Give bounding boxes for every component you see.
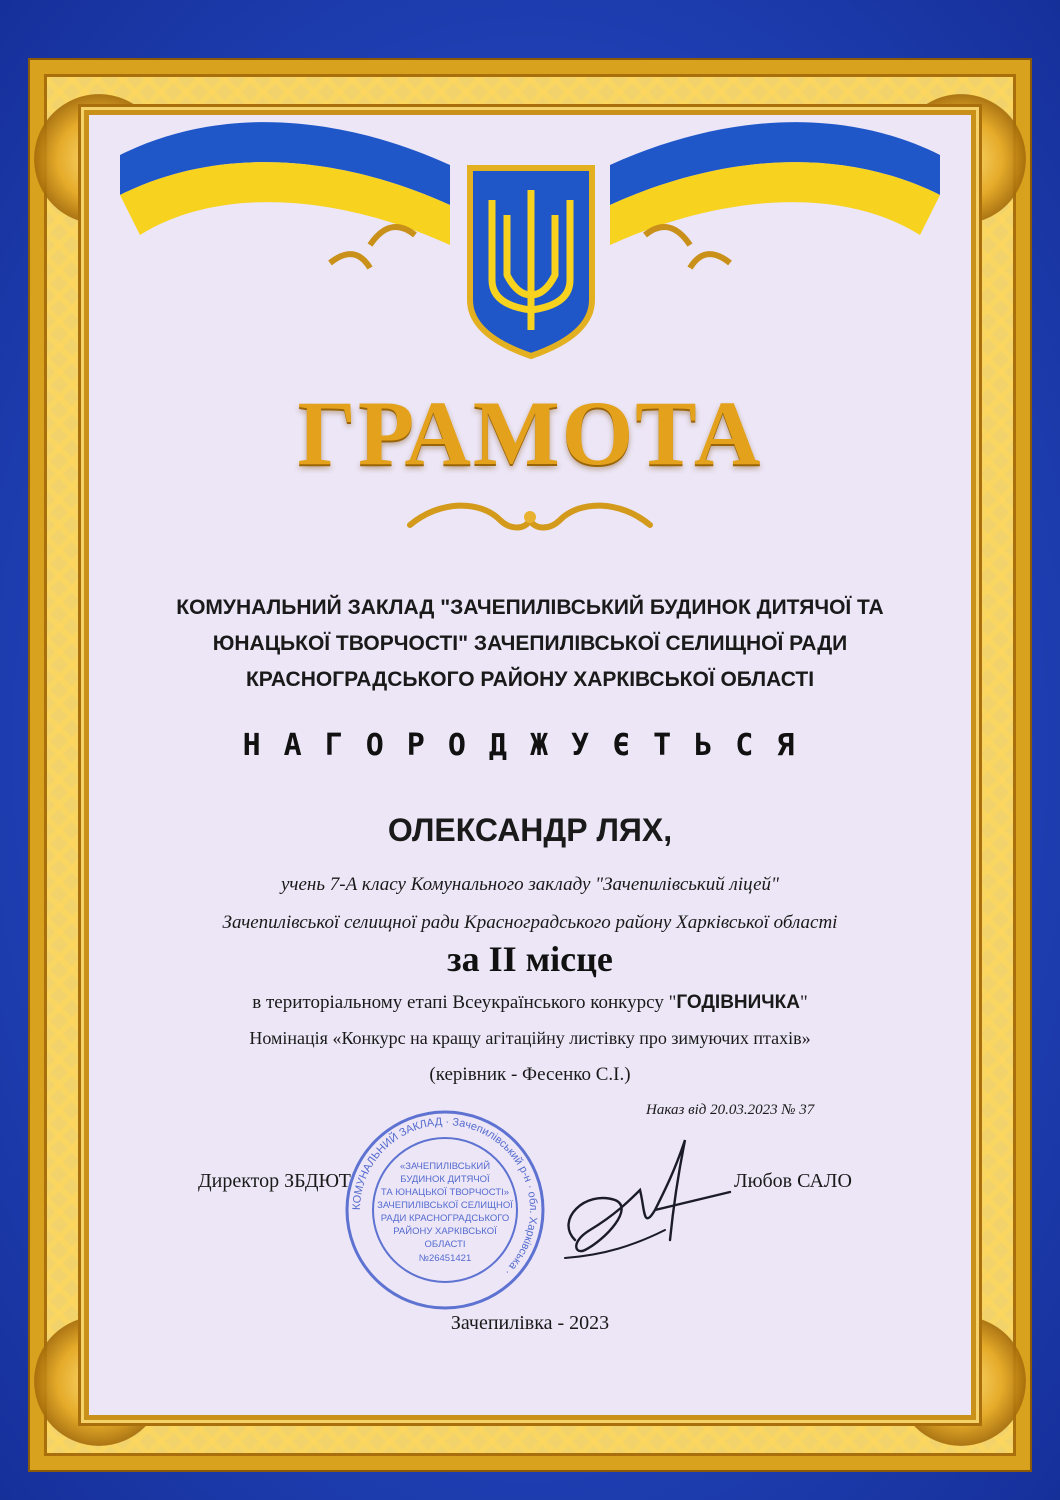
recipient-name: ОЛЕКСАНДР ЛЯХ, — [387, 812, 673, 848]
contest-prefix: в територіальному етапі Всеукраїнського конкурсу " — [252, 992, 677, 1013]
certificate-title: ГРАМОТА — [297, 382, 763, 484]
organization-line: КОМУНАЛЬНИЙ ЗАКЛАД "ЗАЧЕПИЛІВСЬКИЙ БУДИНОК ДИТЯЧОЇ ТА — [176, 596, 884, 619]
decorative-swirl-icon — [400, 495, 660, 545]
stamp-line: ТА ЮНАЦЬКОЇ ТВОРЧОСТІ» — [380, 1187, 510, 1198]
organization-line: ЮНАЦЬКОЇ ТВОРЧОСТІ" ЗАЧЕПИЛІВСЬКОЇ СЕЛИЩНОЇ РАДИ — [212, 632, 848, 655]
stamp-line: ЗАЧЕПИЛІВСЬКОЇ СЕЛИЩНОЇ — [377, 1200, 513, 1211]
organization-name — [100, 590, 960, 698]
handwritten-signature-icon — [545, 1130, 735, 1280]
contest-name: ГОДІВНИЧКА — [676, 992, 800, 1013]
director-title: Директор ЗБДЮТ — [198, 1170, 351, 1192]
director-name: Любов САЛО — [734, 1170, 852, 1192]
nomination: Номінація «Конкурс на кращу агітаційну листівку про зимуючих птахів» — [249, 1028, 811, 1048]
official-stamp-icon — [340, 1105, 550, 1315]
order-reference: Наказ від 20.03.2023 № 37 — [646, 1102, 815, 1118]
stamp-line: РАДИ КРАСНОГРАДСЬКОГО — [380, 1213, 510, 1224]
trident-coat-of-arms-icon — [462, 160, 600, 360]
stamp-line: ОБЛАСТІ — [424, 1239, 466, 1250]
stamp-line: №26451421 — [418, 1253, 472, 1264]
place-and-year: Зачепилівка - 2023 — [450, 1312, 610, 1334]
stamp-ring-text: КОМУНАЛЬНИЙ ЗАКЛАД · Зачепилівський р-н · обл. Харківська · — [350, 1115, 540, 1278]
leader: (керівник - Фесенко С.І.) — [429, 1064, 631, 1085]
organization-line: КРАСНОГРАДСЬКОГО РАЙОНУ ХАРКІВСЬКОЇ ОБЛАСТІ — [245, 668, 815, 691]
student-description — [100, 866, 960, 942]
contest-description — [100, 992, 960, 1014]
awarded-heading: НАГОРОДЖУЄТЬСЯ — [242, 728, 818, 763]
student-line: Зачепилівської селищної ради Красноградського району Харківської області — [222, 912, 838, 933]
student-line: учень 7-А класу Комунального закладу "Зачепилівський ліцей" — [281, 874, 779, 895]
stamp-line: РАЙОНУ ХАРКІВСЬКОЇ — [393, 1226, 497, 1237]
stamp-line: «ЗАЧЕПИЛІВСЬКИЙ — [399, 1161, 491, 1172]
award-place: за II місце — [447, 939, 613, 979]
stamp-line: БУДИНОК ДИТЯЧОЇ — [400, 1174, 490, 1185]
contest-suffix: " — [799, 992, 808, 1013]
